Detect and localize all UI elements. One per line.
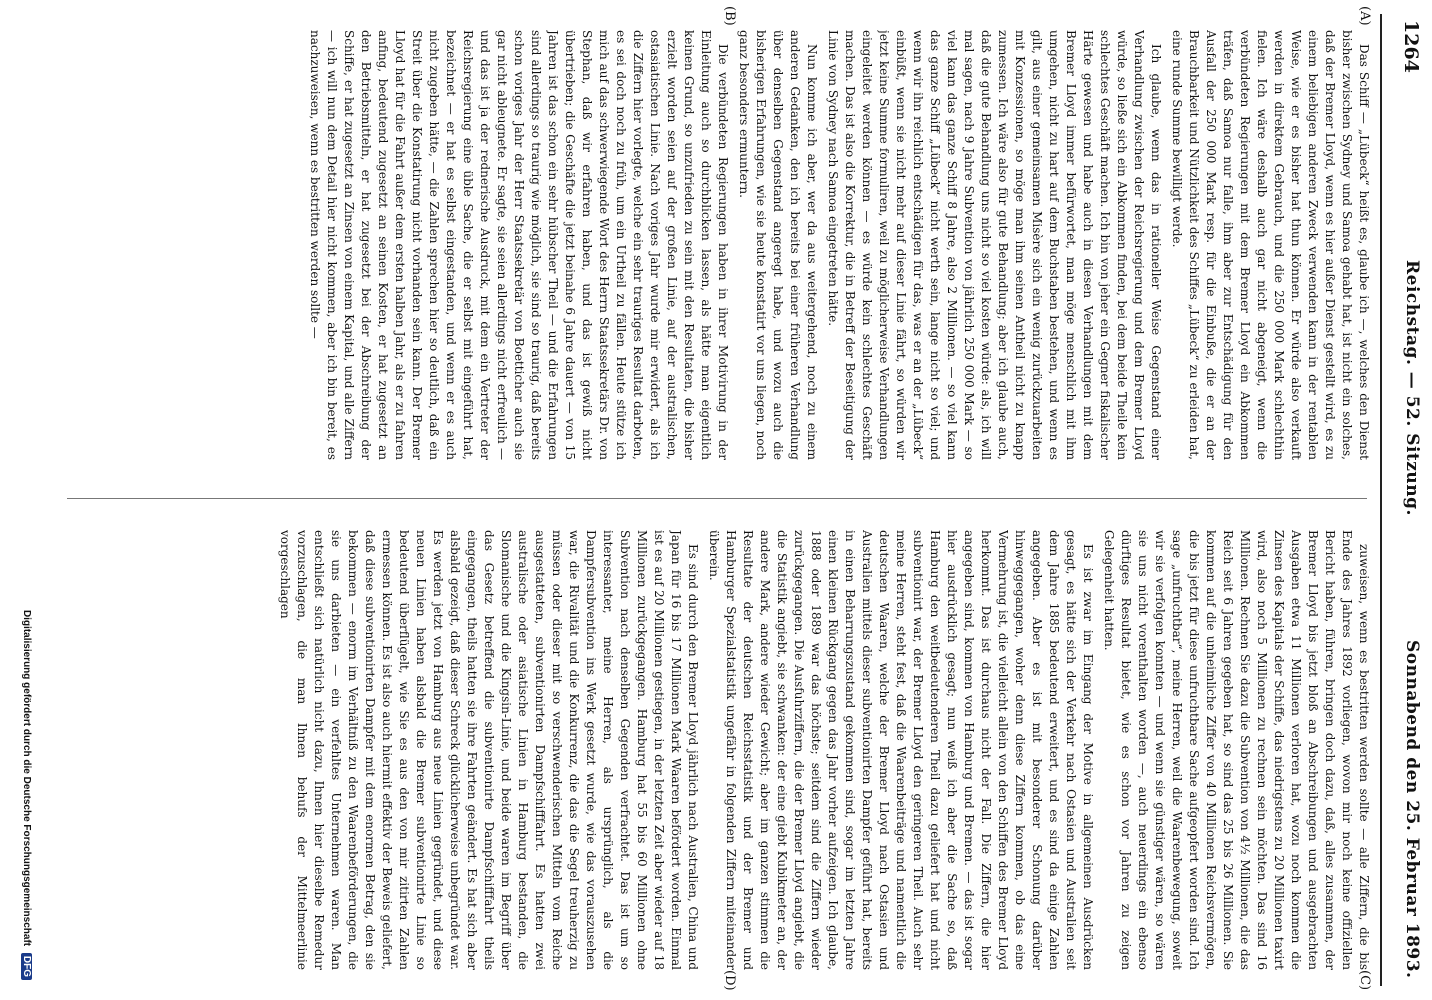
paragraph: Es ist zwar im Eingang der Motive in allgemeinen Ausdrücken gesagt, es hätte sich der Verkehr nach Ostasien und Australien seit dem Jahre 1885 bedeutend erweitert, und es sind da einige Zahlen angegeben. Aber es ist mit besonderer Schonung darüber hinweggegangen, woher denn diese Ziffern kommen, ob das eine Vermehrung ist, die vielleicht allein von den Schiffen des Bremer Lloyd herkommt. Das ist durchaus nicht der Fall. Die Ziffern, die hier angegeben sind, kommen von Hamburg und Bremen. — das ist sogar hier ausdrücklich gesagt; nun weiß ich aber die Sache so, daß Hamburg den weitbedeutenderen Theil dazu geliefert hat und nicht subventionirt war, der Bremer Lloyd den geringeren Theil. Auch sehr meine Herren, steht fest, daß die Waarenbeiträge und namentlich die deutschen Waaren, welche der Bremer Lloyd nach Ostasien und Australien mittels dieser subventionirten Dampfer geführt hat, bereits in einen Beharrungszustand gekommen sind, sogar im letzten Jahre einen kleinen Rückgang gegen das Jahr vorher aufzeigen. Ich glaube, 1888 oder 1889 war das höchste; seitdem sind die Ziffern wieder zurückgegangen. Die Ausfuhrziffern, die der Bremer Lloyd angiebt, die die Statistik angiebt, sie schwanken: der eine giebt Kubikmeter an, der andere Mark, andere wieder Gewicht; aber im ganzen stimmen die Resultate der deutschen Reichsstatistik und der Bremer und Hamburger Spezialstatistik ungefähr in folgenden Ziffern miteinander überein. <box>707 530 1095 970</box>
header-rule <box>1380 14 1382 986</box>
margin-marker-a: (A) <box>1357 6 1372 26</box>
paragraph: Das Schiff — „Lübeck“ heißt es, glaube ich —, welches den Dienst bisher zwischen Sydney und Samoa gehabt hat, ist nicht ein solches, daß der Bremer Lloyd, wenn es hier außer Dienst gestellt wird, es zu einem beliebigen anderen Zweck verwenden kann in der rentablen Weise, wie er es bisher hat thun können. Er würde also verkauft werden in direktem Gebrauch, und die 250 000 Mark schlechthin fielen. Ich wäre deshalb auch gar nicht abgeneigt, wenn die verbündeten Regierungen mit dem Bremer Lloyd ein Abkommen träfen, daß Samoa nur falle, ihm aber zur Entschädigung für den Ausfall der 250 000 Mark resp. für die Einbuße, die er an der Brauchbarkeit und Nützlichkeit des Schiffes „Lübeck“ zu erleiden hat, eine runde Summe bewilligt werde. <box>1170 30 1371 460</box>
paragraph: zuweisen, wenn es bestritten werden sollte — alle Ziffern, die bis Ende des Jahres 1892 vorliegen, wovon mir noch keine offiziellen Bericht haben, führen, bringen doch dazu, daß, alles zusammen, der Bremer Lloyd bis jetzt bloß an Abschreibungen und ausgebrachten Ausgaben etwa 11 Millionen verloren hat, wozu noch kommen die Zinsen des Kapitals der Schiffe, das niedrigstens zu 20 Millionen taxirt wird, also noch 5 Millionen zu rechnen sein möchten. Das sind 16 Millionen. Rechnen Sie dazu die Subvention von 4½ Millionen, die das Reich seit 6 Jahren gegeben hat, so sind das 25 bis 26 Millionen. Sie kommen auf die unheimliche Ziffer von 40 Millionen Reichsvermögen, die bis jetzt für diese unfruchtbare Sache aufgeopfert worden sind. Ich sage „unfruchtbar“, meine Herren, weil die Waarenbewegung, soweit wir sie verfolgen konnten — und wenn sie günstiger wären, so wären sie uns nicht vorenthalten worden —, auch neuerdings ein ebenso dürftiges Resultat bietet, wie es schon vor Jahren zu zeigen Gelegenheit hatten. <box>1102 530 1371 970</box>
digitization-credit <box>21 0 32 1000</box>
paragraph: Nun komme ich aber, wer da aus weitergehend, noch zu einem anderen Gedanken, den ich bereits bei einer früheren Verhandlung über denselben Gegenstand angeregt habe, und wozu auch die bisherigen Erfahrungen, wie sie heute konstatirt vor uns liegen, noch ganz besonders ermuntern. <box>737 30 819 460</box>
page-header <box>1382 0 1432 1000</box>
dfg-logo: DFG <box>21 953 32 980</box>
margin-marker-d: (D) <box>722 970 737 991</box>
paragraph: Es sind durch den Bremer Lloyd jährlich nach Australien, China und Japan für 16 bis 17 Millionen Mark Waaren befördert worden. Einmal ist es auf 20 Millionen gestiegen, in der letzten Zeit aber wieder auf 18 Millionen zurückgegangen. Hamburg hat 55 bis 60 Millionen ohne Subvention nach denselben Gegenden verfrachtet. Das ist um so interessanter, meine Herren, als ursprünglich, als die Dampfersubvention ins Werk gesetzt wurde, wie das vorauszusehen war, die Rivalität und die Konkurrenz, die das die Segel treuherzig zu müssen oder dieser mit so verschwenderischen Mitteln vom Reiche ausgestatteten, subventionirten Dampfschifffahrt. Es hatten zwei australische oder asiatische Linien in Hamburg bestanden, die Slomanische und die Kingsin-Linie, und beide waren im Begriff über das Gesetz betreffend die subventionirte Dampfschifffahrt theils eingegangen, theils hatten sie ihre Fahrten geändert. Es hat sich aber alsbald gezeigt, daß dieser Schreck glücklicherweise unbegründet war. Es werden jetzt von Hamburg aus neue Linien gegründet, und diese neuen Linien haben alsbald die Bremer subventionirte Linie so bedeutend überflügelt, wie Sie es aus den von mir zitirten Zahlen ermessen können. Es ist also auch hiermit effektiv der Beweis geliefert, daß diese subventionirten Dampfer mit dem enormen Betrag, den sie bekommen — enorm im Verhältniß zu den Waarenbeförderungen, die sie uns darbieten — ein verfehltes Unternehmen waren. Man entschließt sich natürlich nicht dazu, Ihnen hier dieselbe Remedur vorzuschlagen, die man Ihnen behufs der Mittelmeerlinie vorgeschlagen <box>278 530 700 970</box>
session-title: Reichstag. — 52. Sitzung. <box>1402 260 1422 516</box>
session-date: Sonnabend den 25. Februar 1893. <box>1402 640 1422 979</box>
column-divider <box>67 498 1367 499</box>
left-column <box>42 30 1372 460</box>
paragraph: Die verbündeten Regierungen haben in ihrer Motivirung in der Einleitung auch so durchblicken lassen, als hätte man eigentlich keinen Grund, so unzufrieden zu sein mit den Resultaten, die bisher erzielt worden seien auf der großen Linie, auf der australischen, ostasiatischen Linie. Nach voriges Jahr wurde mir erwidert, als ich die Ziffern hier vorlegte, welche ein sehr trauriges Resultat darboten, es sei doch noch zu früh, um ein Urtheil zu fällen. Heute stütze ich mich auf das schwerwiegende Wort des Herrn Staatssekretärs Dr. von Stephan, daß wir erfahren haben, und das ist gewiß nicht übertrieben; die Geschäfte die jetzt beinahe 6 Jahre dauert — von 15 Jahren ist das schon ein sehr hübscher Theil — und die Erfahrungen sind allerdings so traurig wie möglich, sie sind so traurig, daß bereits schon voriges Jahr der Herr Staatssekretär von Boetticher auch sie gar nicht ableugnete. Er sagte, sie seien allerdings nicht erfreulich — und das ist ja der rednerische Ausdruck, mit dem ein Vertreter der Reichsregierung eine üble Sache, die er selbst mit eingeführt hat, bezeichnet — er hat es selbst eingestanden, und wenn er es auch nicht zugeben hätte, — die Zahlen sprechen hier so deutlich, daß ein Streit über die Konstatirung nicht vorhanden sein kann. Der Bremer Lloyd hat für die Fahrt außer dem ersten halben Jahr, als er zu fahren anfing, bedeutend zugesetzt an seinen Kosten, er hat zugesetzt an den Betriebsmitteln, er hat zugesetzt bei der Abschreibung der Schiffe, er hat zugesetzt an Zinsen von einem Kapital, und alle Ziffern — ich will nun dem Detail hier nicht kommen, aber ich bin bereit, es nachzuweisen, wenn es bestritten werden sollte — <box>308 30 730 460</box>
credit-text: Digitalisierung gefördert durch die Deutsche Forschungsgemeinschaft <box>21 609 32 947</box>
margin-marker-c: (C) <box>1357 970 1372 991</box>
right-column <box>42 530 1372 970</box>
page-number: 1264 <box>1400 20 1422 73</box>
margin-marker-b: (B) <box>722 6 737 26</box>
paragraph: Ich glaube, wenn das in rationeller Weise Gegenstand einer Verhandlung zwischen der Reichsregierung und dem Bremer Lloyd würde, so ließe sich ein Abkommen finden, bei dem beide Theile kein schlechtes Geschäft machen. Ich bin von jeher ein Gegner fiskalischer Härte gewesen und habe auch in diesen Verhandlungen mit dem Bremer Lloyd immer befürwortet, man möge menschlich mit ihm umgehen, nicht zu hart auf dem Buchstaben bestehen, und wenn es gilt, aus einer gemeinsamen Misère sich ein wenig zurückzuarbeiten mit Konzessionen, so möge man ihm seinen Antheil nicht zu knapp zumessen. Ich wäre also für gute Behandlung; aber ich glaube auch, daß die gute Behandlung uns nicht so viel kosten würde: als, ich will mal sagen, nach 9 Jahre Subvention von jährlich 250 000 Mark — so viel kann das ganze Schiff 8 Jahre, also 2 Millionen. — so viel kann das ganze Schiff „Lübeck“ nicht werth sein, lange nicht so viel; und wenn wir ihn reichlich entschädigen für das, was er an der „Lübeck“ einbüßt, wenn sie nicht mehr auf dieser Linie fährt, so würden wir jetzt keine Summe formuliren, weil zu möglicherweise Verhandlungen eingeleitet werden können — es würde kein schlechtes Geschäft machen. Das ist also die Korrektur, die in Betreff der Beseitigung der Linie von Sydney nach Samoa eingetreten hätte. <box>826 30 1163 460</box>
